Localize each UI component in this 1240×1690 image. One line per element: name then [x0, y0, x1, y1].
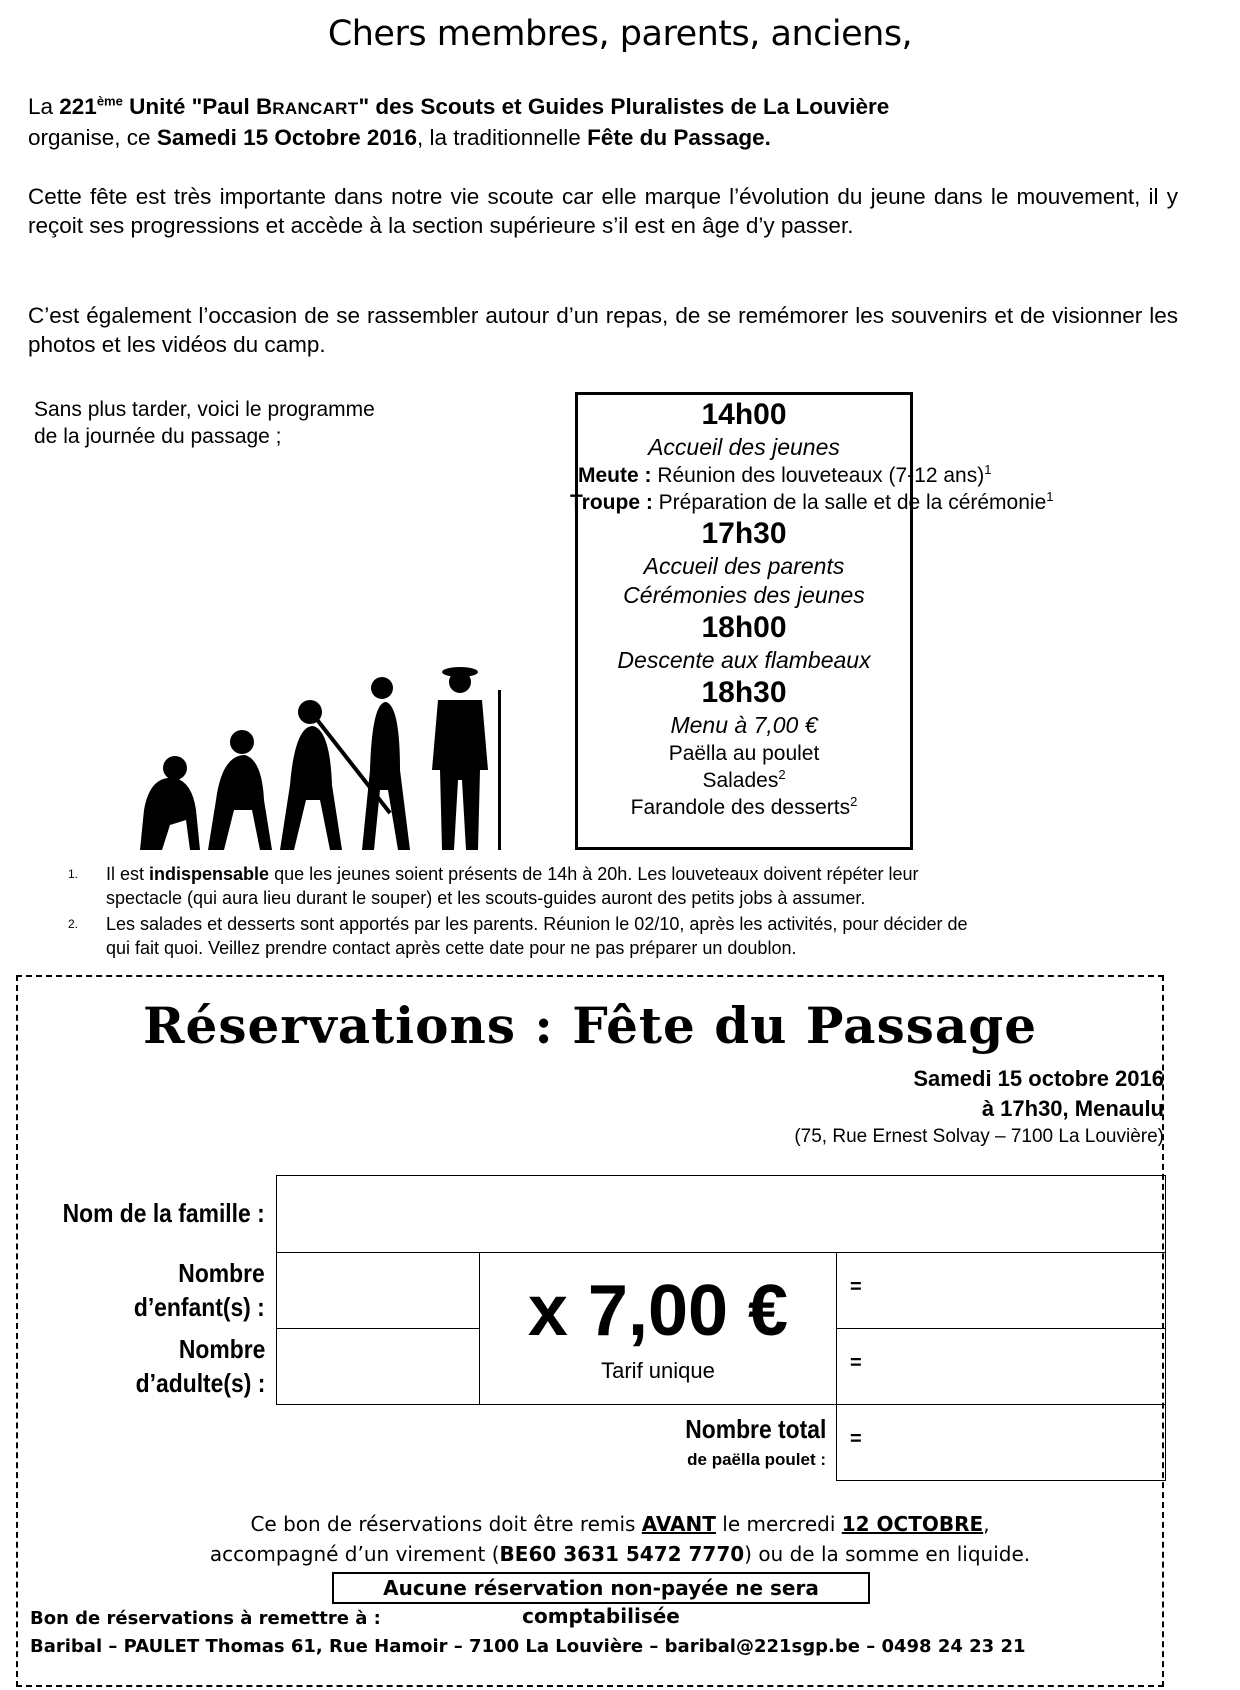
unit-price: x 7,00 € [527, 1271, 789, 1351]
payment-note: accompagné d’un virement (BE60 3631 5472 7770) ou de la somme en liquide. [209, 1542, 1031, 1566]
return-to-label: Bon de réservations à remettre à : [30, 1608, 381, 1629]
children-count-field[interactable] [276, 1252, 480, 1329]
footnote-1: 1. Il est indispensable que les jeunes soient présents de 14h à 20h. Les louveteaux doivent répéter leur spectacle (qui aura lieu durant le souper) et les scouts-guides auront des petits jobs à assumer. [68, 864, 919, 908]
intro-paragraph-3: C’est également l’occasion de se rassembler autour d’un repas, de se remémorer les souvenirs et de visionner les photos et les vidéos du camp. [28, 303, 1178, 357]
deadline-note: Ce bon de réservations doit être remis AVANT le mercredi 12 OCTOBRE, [250, 1512, 990, 1536]
event-date: Samedi 15 octobre 2016 [913, 1066, 1164, 1091]
time-17h30: 17h30 [701, 517, 787, 550]
intro-paragraph-1: La 221ème Unité "Paul BRANCART" des Scouts et Guides Pluralistes de La Louvière organise, ce Samedi 15 Octobre 2016, la traditionnelle Fête du Passage. [28, 93, 890, 150]
event-place: à 17h30, Menaulu [981, 1096, 1164, 1121]
equals-sign-adults: = [850, 1352, 862, 1374]
total-label: Nombre total [684, 1414, 826, 1444]
children-label: Nombre d’enfant(s) : [134, 1258, 265, 1322]
time-18h00: 18h00 [701, 611, 787, 644]
family-name-field[interactable] [276, 1175, 1166, 1253]
intro-paragraph-2: Cette fête est très importante dans notre vie scoute car elle marque l’évolution du jeune dans le mouvement, il y reçoit ses progressions et accède à la section supérieure s’il est en âge d’y passer. [28, 184, 1178, 238]
reservation-title: Réservations : Fête du Passage [142, 996, 1038, 1055]
adults-label: Nombre d’adulte(s) : [135, 1334, 265, 1398]
time-18h30: 18h30 [701, 676, 787, 709]
equals-sign-total: = [850, 1428, 862, 1450]
grand-total-field[interactable] [836, 1404, 1166, 1481]
adults-total-field[interactable] [836, 1328, 1166, 1405]
family-name-label: Nom de la famille : [62, 1198, 265, 1228]
return-to-contact: Baribal – PAULET Thomas 61, Rue Hamoir – 7100 La Louvière – baribal@221sgp.be – 0498 24 23 21 [30, 1636, 1026, 1657]
children-total-field[interactable] [836, 1252, 1166, 1329]
no-payment-warning: Aucune réservation non-payée ne sera comptabilisée [332, 1572, 870, 1604]
tarif-label: Tarif unique [601, 1358, 715, 1383]
programme-intro: Sans plus tarder, voici le programme de la journée du passage ; [34, 398, 375, 448]
event-address: (75, Rue Ernest Solvay – 7100 La Louvière) [794, 1126, 1164, 1147]
equals-sign-children: = [850, 1276, 862, 1298]
evolution-silhouette-image [130, 660, 560, 850]
programme-box: 14h00 Accueil des jeunes Meute : Réunion des louveteaux (7-12 ans)$^1$ Troupe : Préparation de la salle et de la cérémonie$^1$ 17h30 Accueil des parents Cérémonies des jeunes 18h00 Descente aux flambeaux 18h30 Menu à 7,00 € Paëlla au poulet Salades$^2$ Farandole des desserts$^2$ [575, 392, 913, 850]
adults-count-field[interactable] [276, 1328, 480, 1405]
footnote-2: 2. Les salades et desserts sont apportés par les parents. Réunion le 02/10, après les activités, pour décider de qui fait quoi. Veillez prendre contact après cette date pour ne pas préparer un doublon. [68, 914, 968, 958]
page-title: Chers membres, parents, anciens, [327, 14, 913, 54]
total-sublabel: de paëlla poulet : [687, 1450, 826, 1469]
time-14h00: 14h00 [701, 398, 787, 431]
